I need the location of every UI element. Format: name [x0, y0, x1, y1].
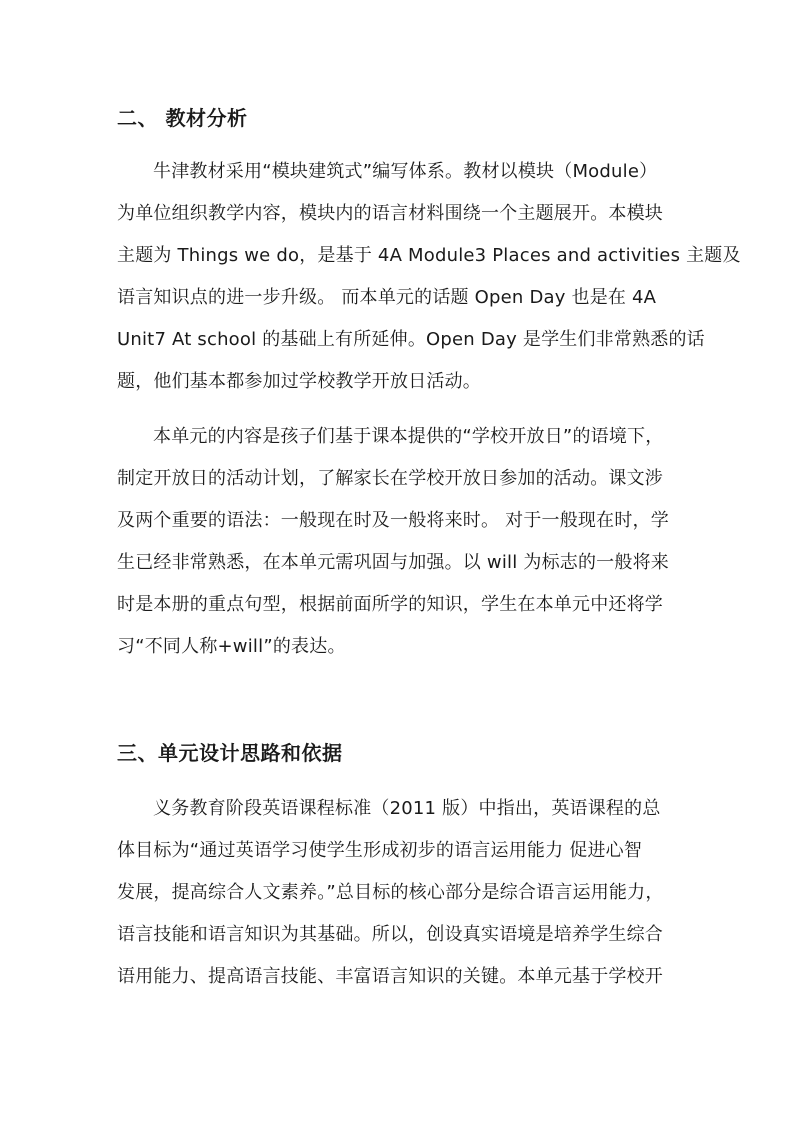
- paragraph-line: 语用能力、提高语言技能、丰富语言知识的关键。本单元基于学校开: [117, 966, 663, 987]
- paragraph-line: 义务教育阶段英语课程标准（2011 版）中指出，英语课程的总: [153, 798, 661, 819]
- section-heading-textbook-analysis: 二、 教材分析: [117, 106, 248, 130]
- paragraph-line: 发展，提高综合人文素养。”总目标的核心部分是综合语言运用能力，: [117, 882, 664, 903]
- paragraph-line: 主题为 Things we do，是基于 4A Module3 Places and activities 主题及: [117, 245, 741, 266]
- paragraph-line: 为单位组织教学内容，模块内的语言材料围绕一个主题展开。本模块: [117, 203, 663, 224]
- paragraph-line: 本单元的内容是孩子们基于课本提供的“学校开放日”的语境下，: [153, 426, 664, 447]
- paragraph-line: 语言技能和语言知识为其基础。所以，创设真实语境是培养学生综合: [117, 924, 663, 945]
- paragraph-line: 生已经非常熟悉，在本单元需巩固与加强。以 will 为标志的一般将来: [117, 552, 669, 573]
- paragraph-line: 体目标为“通过英语学习使学生形成初步的语言运用能力 促进心智: [117, 840, 643, 861]
- paragraph-line: 及两个重要的语法：一般现在时及一般将来时。 对于一般现在时，学: [117, 510, 669, 531]
- paragraph-line: Unit7 At school 的基础上有所延伸。Open Day 是学生们非常熟悉的话: [117, 329, 705, 350]
- section-heading-unit-design: 三、单元设计思路和依据: [117, 741, 343, 765]
- paragraph-line: 题，他们基本都参加过学校教学开放日活动。: [117, 371, 481, 392]
- paragraph-line: 制定开放日的活动计划，了解家长在学校开放日参加的活动。课文涉: [117, 468, 663, 489]
- paragraph-line: 语言知识点的进一步升级。 而本单元的话题 Open Day 也是在 4A: [117, 287, 657, 308]
- paragraph-line: 习“不同人称+will”的表达。: [117, 636, 346, 657]
- paragraph-line: 牛津教材采用“模块建筑式”编写体系。教材以模块（Module）: [153, 161, 658, 182]
- paragraph-line: 时是本册的重点句型，根据前面所学的知识，学生在本单元中还将学: [117, 594, 663, 615]
